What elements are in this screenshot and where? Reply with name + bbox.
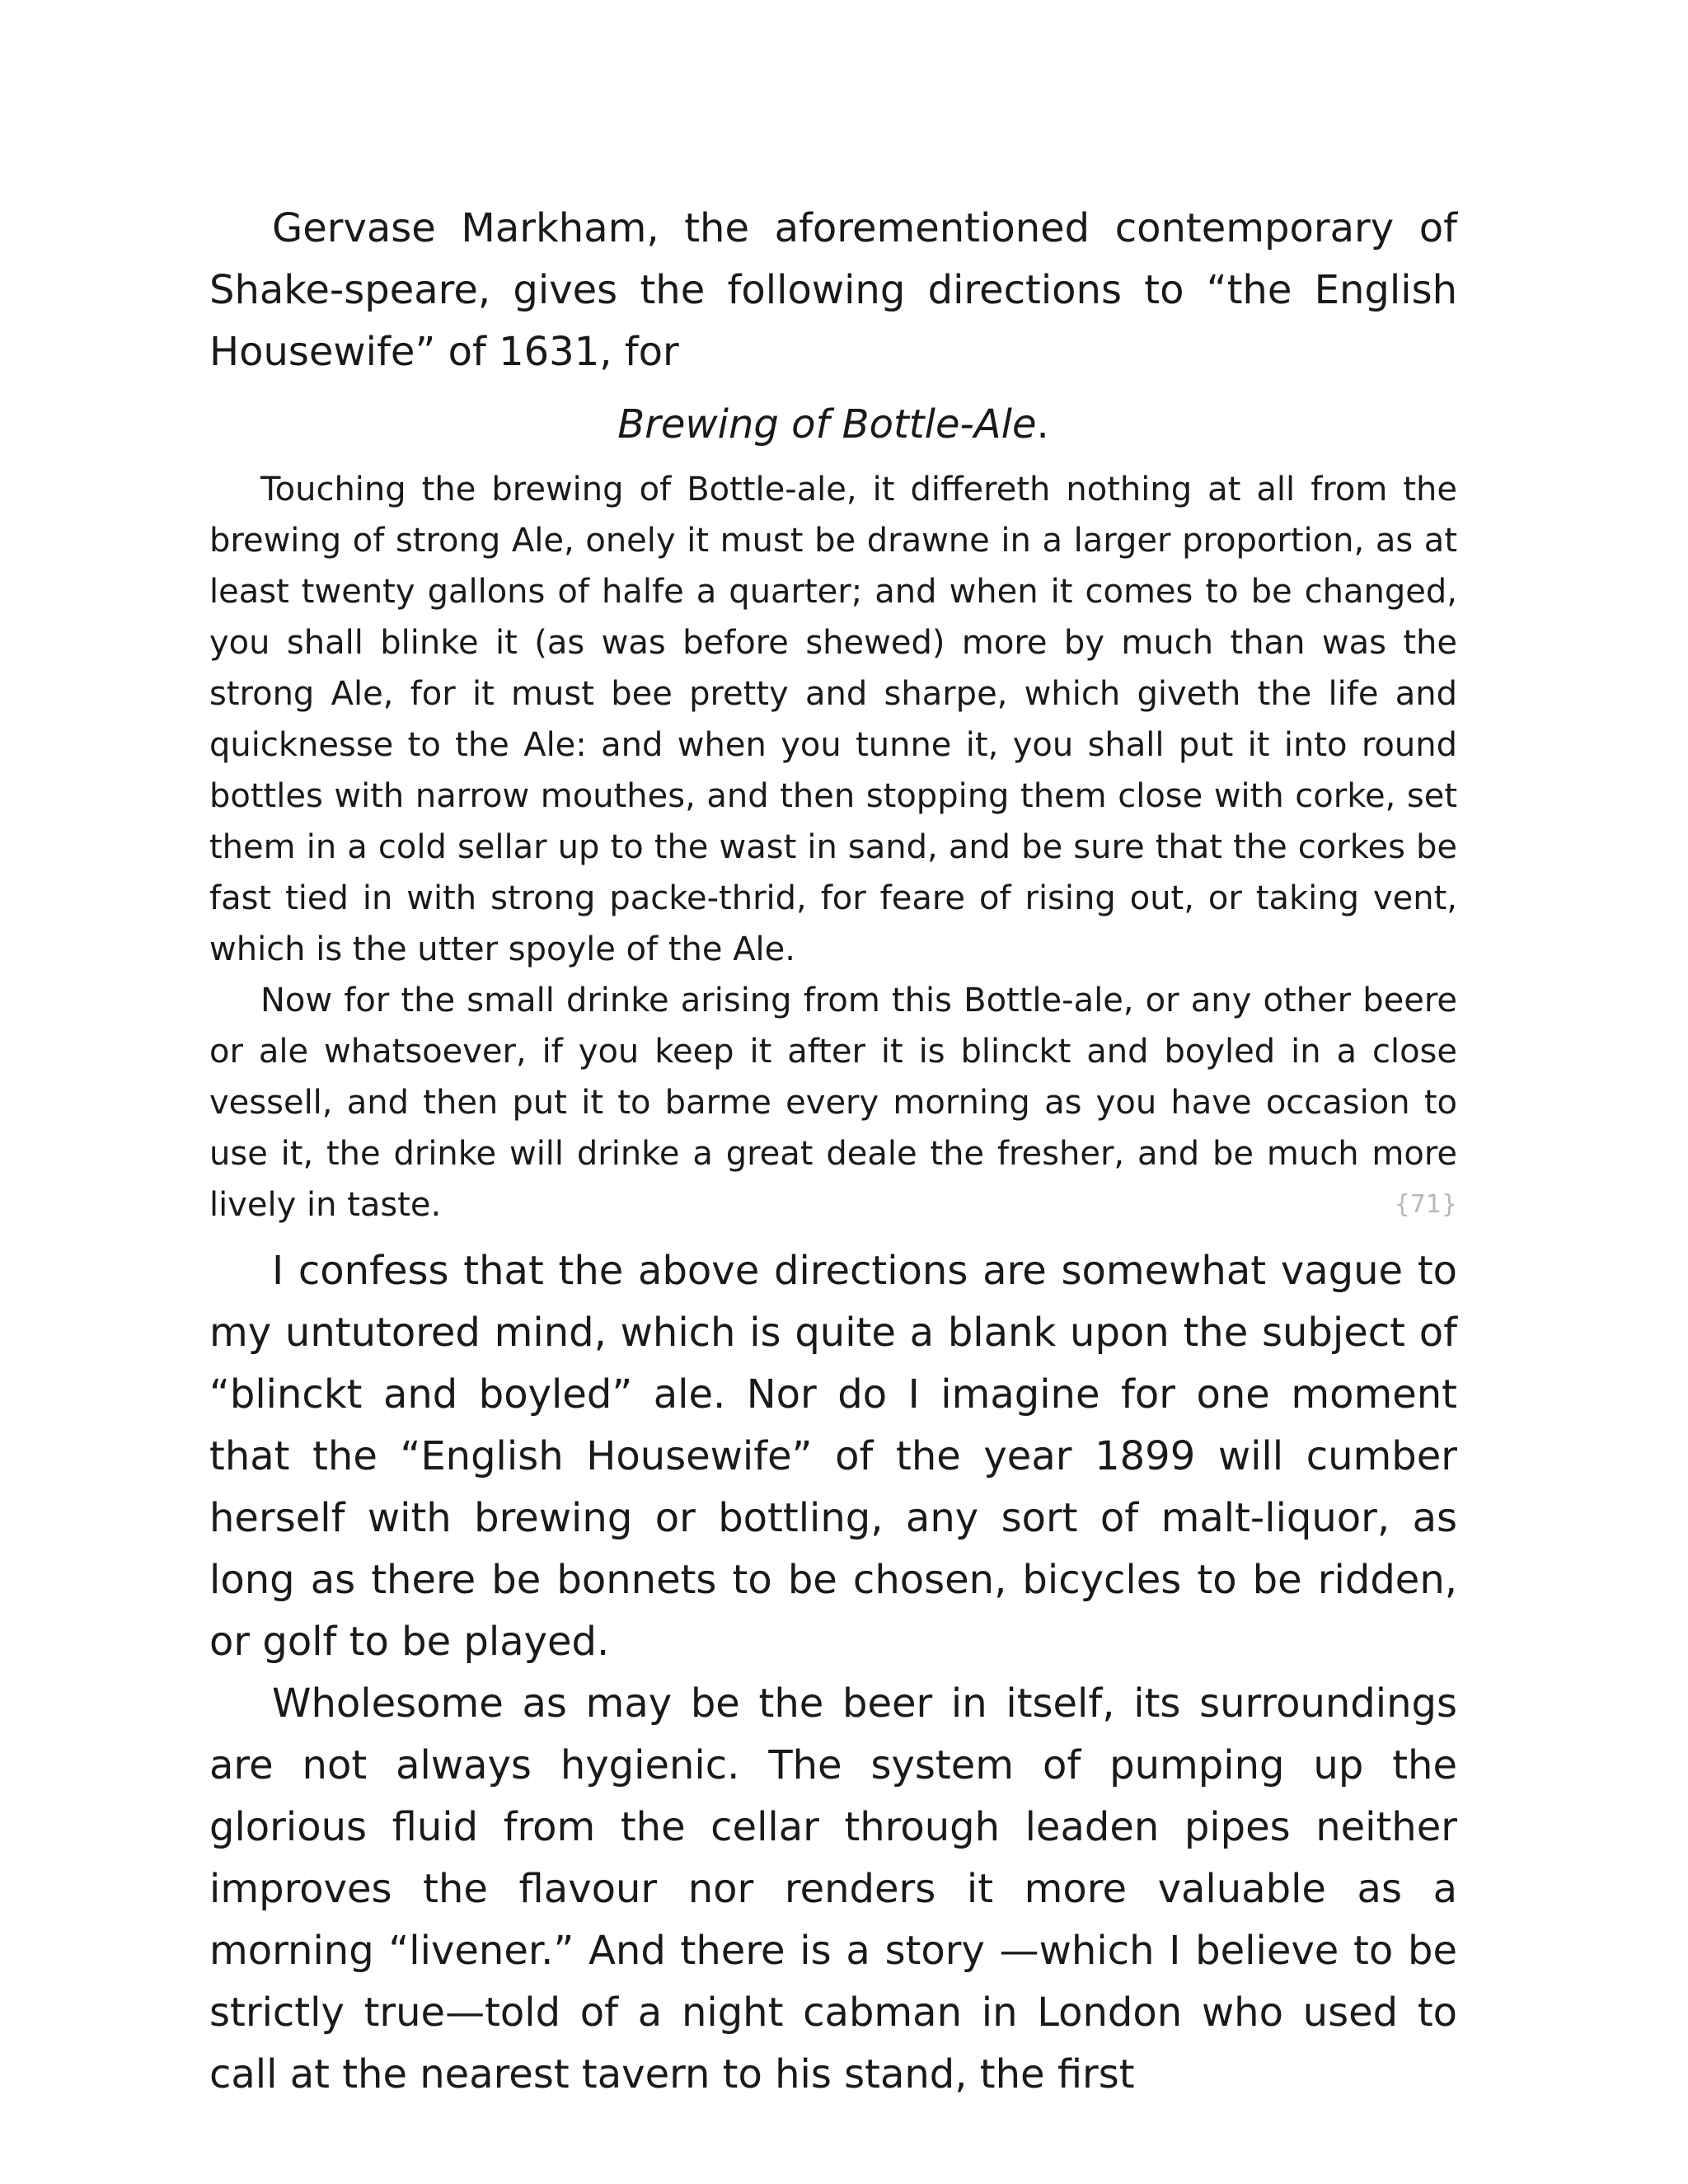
quoted-recipe bbox=[209, 464, 1457, 1230]
quote-paragraph-2 bbox=[209, 975, 1457, 1230]
body-paragraph-2: Wholesome as may be the beer in itself, its surroundings are not always hygienic. The system of pumping up the glorious fluid from the cellar through leaden pipes neither improves the flavour nor renders it more valuable as a morning “livener.” And there is a story —which I believe to be strictly true—told of a night cabman in London who used to call at the nearest tavern to his stand, the first bbox=[209, 1680, 1457, 2097]
body-paragraph-1: I confess that the above directions are somewhat vague to my untutored mind, which is quite a blank upon the subject of “blinckt and boyled” ale. Nor do I imagine for one moment that the “English Housewife” of the year 1899 will cumber herself with brewing or bottling, any sort of malt-liquor, as long as there be bonnets to be chosen, bicycles to be ridden, or golf to be played. bbox=[209, 1248, 1457, 1665]
quote-paragraph-2-text: Now for the small drinke arising from this Bottle-ale, or any other beere or ale whatsoever, if you keep it after it is blinckt and boyled in a close vessell, and then put it to barme every morning as you have occasion to use it, the drinke will drinke a great deale the fresher, and be much more lively in taste. bbox=[209, 982, 1457, 1224]
quote-paragraph-1: Touching the brewing of Bottle-ale, it differeth nothing at all from the brewing of strong Ale, onely it must be drawne in a larger proportion, as at least twenty gallons of halfe a quarter; and when it comes to be changed, you shall blinke it (as was before shewed) more by much than was the strong Ale, for it must bee pretty and sharpe, which giveth the life and quicknesse to the Ale: and when you tunne it, you shall put it into round bottles with narrow mouthes, and then stopping them close with corke, set them in a cold sellar up to the wast in sand, and be sure that the corkes be fast tied in with strong packe-thrid, for feare of rising out, or taking vent, which is the utter spoyle of the Ale. bbox=[209, 471, 1457, 968]
page-content bbox=[209, 198, 1457, 2106]
section-heading bbox=[209, 391, 1457, 457]
section-heading-punct: . bbox=[1036, 401, 1049, 448]
intro-paragraph: Gervase Markham, the aforementioned contemporary of Shake-speare, gives the following directions to “the English Housewife” of 1631, for bbox=[209, 205, 1457, 375]
page-number: {71} bbox=[1394, 1190, 1457, 1219]
section-heading-title: Brewing of Bottle-Ale bbox=[617, 401, 1037, 448]
